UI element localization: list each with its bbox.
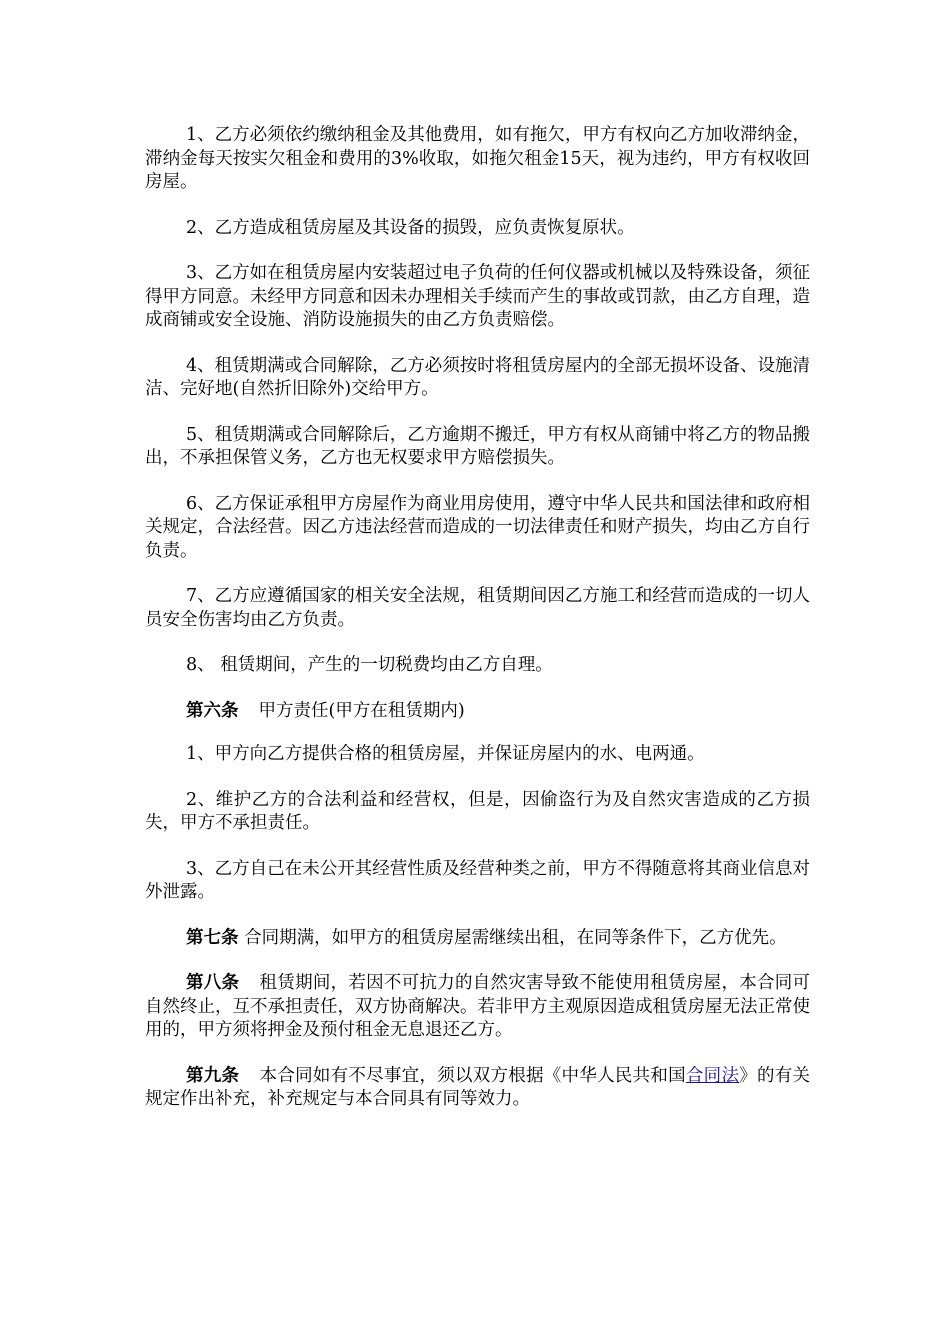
article-9-text-after: 》的有关规定作出补充，补充规定与本合同具有同等效力。 [145, 1065, 811, 1109]
clause-5: 5、租赁期满或合同解除后，乙方逾期不搬迁，甲方有权从商铺中将乙方的物品搬出，不承担保管义务，乙方也无权要求甲方赔偿损失。 [145, 424, 810, 468]
clause-7: 7、乙方应遵循国家的相关安全法规，租赁期间因乙方施工和经营而造成的一切人员安全伤害均由乙方负责。 [145, 586, 810, 630]
article-6-item-2: 2、维护乙方的合法利益和经营权，但是，因偷盗行为及自然灾害造成的乙方损失，甲方不承担责任。 [145, 789, 810, 833]
article-7-number: 第七条 [186, 927, 239, 948]
contract-law-link[interactable]: 合同法 [685, 1065, 740, 1086]
clause-3: 3、乙方如在租赁房屋内安装超过电子负荷的任何仪器或机械以及特殊设备，须征得甲方同意。未经甲方同意和因未办理相关手续而产生的事故或罚款，由乙方自理，造成商铺或安全设施、消防设施损失的由乙方负责赔偿。 [145, 263, 810, 330]
article-6-item-3: 3、乙方自己在未公开其经营性质及经营种类之前，甲方不得随意将其商业信息对外泄露。 [145, 858, 810, 902]
document-page [145, 124, 810, 1134]
article-9-number: 第九条 [186, 1065, 240, 1086]
article-9-text-before: 本合同如有不尽事宜，须以双方根据《中华人民共和国 [259, 1065, 686, 1086]
article-6-heading [145, 700, 810, 724]
clause-6: 6、乙方保证承租甲方房屋作为商业用房使用，遵守中华人民共和国法律和政府相关规定，合法经营。因乙方违法经营而造成的一切法律责任和财产损失，均由乙方自行负责。 [145, 493, 810, 561]
article-9 [145, 1065, 810, 1112]
clause-2: 2、乙方造成租赁房屋及其设备的损毁，应负责恢复原状。 [186, 217, 635, 238]
article-6-item-1: 1、甲方向乙方提供合格的租赁房屋，并保证房屋内的水、电两通。 [186, 744, 705, 764]
article-8 [145, 972, 810, 1043]
article-8-number: 第八条 [186, 973, 240, 993]
clause-4: 4、租赁期满或合同解除，乙方必须按时将租赁房屋内的全部无损坏设备、设施清洁、完好地(自然折旧除外)交给甲方。 [145, 355, 810, 399]
article-6-number: 第六条 [186, 700, 239, 721]
clause-8: 8、 租赁期间，产生的一切税费均由乙方自理。 [186, 655, 553, 675]
article-7 [145, 927, 810, 951]
clause-1: 1、乙方必须依约缴纳租金及其他费用，如有拖欠，甲方有权向乙方加收滞纳金，滞纳金每天按实欠租金和费用的3%收取，如拖欠租金15天，视为违约，甲方有权收回房屋。 [145, 125, 810, 192]
article-8-text: 租赁期间，若因不可抗力的自然灾害导致不能使用租赁房屋，本合同可自然终止，互不承担责任，双方协商解决。若非甲方主观原因造成租赁房屋无法正常使用的，甲方须将押金及预付租金无息退还乙方。 [145, 973, 811, 1040]
article-6-title: 甲方责任(甲方在租赁期内) [258, 700, 465, 721]
article-7-text: 合同期满，如甲方的租赁房屋需继续出租，在同等条件下，乙方优先。 [244, 927, 787, 948]
